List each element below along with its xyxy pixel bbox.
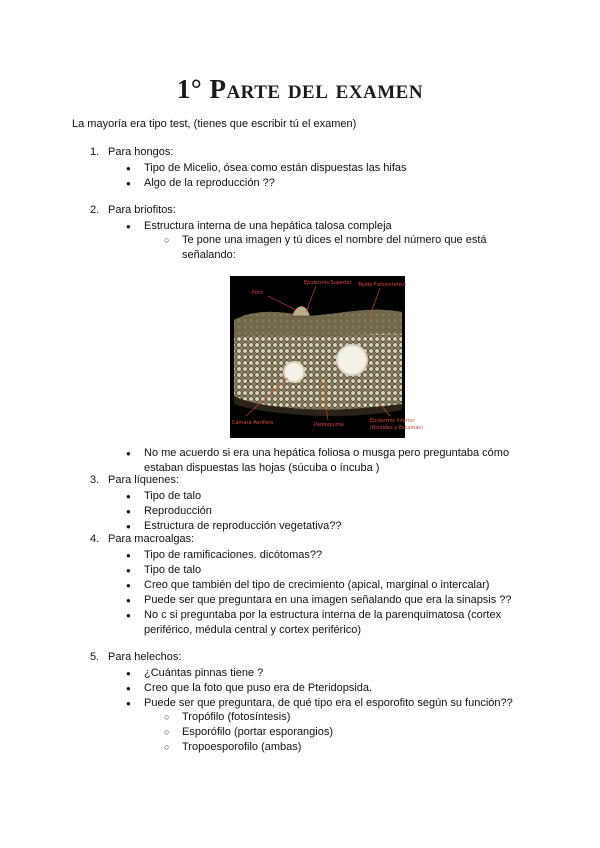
section-helechos-sublist xyxy=(164,710,333,755)
list-item: ● Algo de la reproducción ?? xyxy=(126,176,407,191)
section-hongos-list xyxy=(126,161,407,191)
section-liquenes-title: 3. Para líquenes: xyxy=(90,474,179,486)
sub-list-item: ○ Te pone una imagen y tú dices el nombre del número que está señalando: xyxy=(164,233,514,263)
list-item: ● Creo que la foto que puso era de Pteridopsida. xyxy=(126,681,546,696)
section-briofitos-list-2 xyxy=(126,446,526,476)
sub-list-item: ○ Esporófilo (portar esporangios) xyxy=(164,725,333,740)
section-hongos-title: 1. Para hongos: xyxy=(90,146,174,158)
section-liquenes-list xyxy=(126,489,342,534)
micrograph-drawing xyxy=(230,276,423,438)
section-briofitos-list xyxy=(126,219,392,234)
list-item: ● Puede ser que preguntara, de qué tipo era el esporofito según su función?? xyxy=(126,696,546,711)
section-helechos-title: 5. Para helechos: xyxy=(90,651,182,663)
label-camara-aerifera: Cámara Aerífera xyxy=(232,420,274,426)
list-item: ● Puede ser que preguntara en una imagen señalando que era la sinapsis ?? xyxy=(126,593,526,608)
label-epidermis-superior: Epidermis Superior xyxy=(304,280,352,286)
section-macroalgas-list xyxy=(126,548,526,638)
list-item: ● No me acuerdo si era una hepática foliosa o musga pero preguntaba cómo estaban dispuestas las hojas (súcuba o íncuba ) xyxy=(126,446,526,476)
label-poro: Poro xyxy=(252,290,263,296)
hepatic-thallus-micrograph xyxy=(230,276,423,438)
list-item: ● No c si preguntaba por la estructura interna de la parenquimatosa (cortex periférico, médula central y cortex periférico) xyxy=(126,608,526,638)
section-macroalgas-title: 4. Para macroalgas: xyxy=(90,533,195,545)
section-briofitos-sublist xyxy=(164,233,514,263)
label-epidermis-inferior: Epidermis Inferior xyxy=(370,418,415,424)
section-briofitos-title: 2. Para briofitos: xyxy=(90,204,176,216)
list-item: ● Tipo de ramificaciones. dicótomas?? xyxy=(126,548,526,563)
list-item: ● Tipo de Micelio, ósea como están dispuestas las hifas xyxy=(126,161,407,176)
list-item: ● Estructura interna de una hepática talosa compleja xyxy=(126,219,392,234)
label-rizoides-escamas: (Rizoides y Escamas) xyxy=(370,425,423,431)
intro-text: La mayoría era tipo test, (tienes que escribir tú el examen) xyxy=(72,118,357,130)
list-item: ● Reproducción xyxy=(126,504,342,519)
list-item: ● Creo que también del tipo de crecimiento (apical, marginal o intercalar) xyxy=(126,578,526,593)
page-title: 1° Parte del examen xyxy=(176,74,424,104)
list-item: ● Estructura de reproducción vegetativa?? xyxy=(126,519,342,534)
list-item: ● ¿Cuántas pinnas tiene ? xyxy=(126,666,546,681)
sub-list-item: ○ Tropófilo (fotosíntesis) xyxy=(164,710,333,725)
label-tejido-fotosintetico: Tejido Fotosintético xyxy=(358,282,407,288)
list-item: ● Tipo de talo xyxy=(126,563,526,578)
sub-list-item: ○ Tropoesporofilo (ambas) xyxy=(164,740,333,755)
label-parenquima: Parénquima xyxy=(314,422,344,428)
list-item: ● Tipo de talo xyxy=(126,489,342,504)
section-helechos-list xyxy=(126,666,546,711)
